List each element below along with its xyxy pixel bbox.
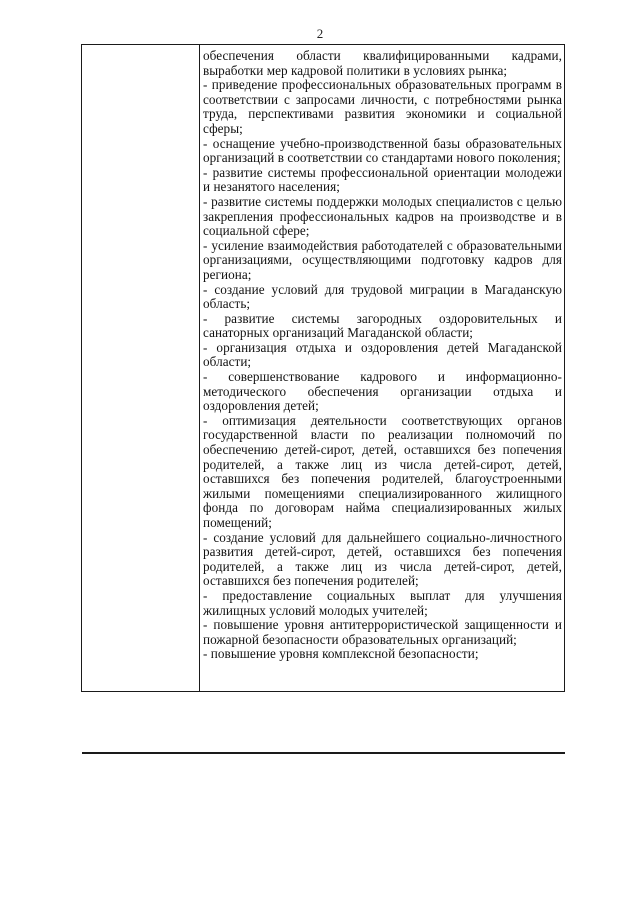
table-left-cell xyxy=(82,45,200,691)
footer-rule xyxy=(82,752,565,754)
table-right-cell xyxy=(203,49,562,662)
document-table xyxy=(81,44,565,692)
paragraph-14: - повышение уровня комплексной безопасности; xyxy=(203,646,479,662)
paragraph-11: - создание условий для дальнейшего социально-личностного развития детей-сирот, детей, оставшихся без попечения родителей, а также лиц из числа детей-сирот, детей, оставшихся без попечения родителей; xyxy=(203,529,562,589)
paragraph-6: - создание условий для трудовой миграции в Магаданскую область; xyxy=(203,281,562,312)
paragraph-12: - предоставление социальных выплат для улучшения жилищных условий молодых учителей; xyxy=(203,587,562,618)
paragraph-8: - организация отдыха и оздоровления детей Магаданской области; xyxy=(203,339,562,370)
paragraph-13: - повышение уровня антитеррористической защищенности и пожарной безопасности образовательных организаций; xyxy=(203,617,562,647)
paragraph-2: - оснащение учебно-производственной базы образовательных организаций в соответствии со стандартами нового поколения; xyxy=(203,135,562,166)
paragraph-1: - приведение профессиональных образовательных программ в соответствии с запросами личности, с потребностями рынка труда, перспективами развития экономики и социальной сферы; xyxy=(203,77,562,136)
paragraph-10: - оптимизация деятельности соответствующих органов государственной власти по реализации полномочий по обеспечению детей-сирот, детей, оставшихся без попечения родителей, а также лиц из числа детей-сирот, детей, оставшихся без попечения родителей, благоустроенными жилыми помещениями специализированного жилищного фонда по договорам найма специализированных жилых помещений; xyxy=(203,412,562,530)
paragraph-5: - усиление взаимодействия работодателей с образовательными организациями, осуществляющими подготовку кадров для региона; xyxy=(203,237,562,282)
paragraph-4: - развитие системы поддержки молодых специалистов с целью закрепления профессиональных кадров на производстве и в социальной сфере; xyxy=(203,193,562,239)
paragraph-9: - совершенствование кадрового и информационно-методического обеспечения организации отдыха и оздоровления детей; xyxy=(203,369,562,414)
paragraph-7: - развитие системы загородных оздоровительных и санаторных организаций Магаданской области; xyxy=(203,310,562,341)
page-number: 2 xyxy=(316,26,324,41)
paragraph-3: - развитие системы профессиональной ориентации молодежи и незанятого населения; xyxy=(203,164,562,195)
paragraph-0: обеспечения области квалифицированными кадрами, выработки мер кадровой политики в условиях рынка; xyxy=(203,48,562,78)
